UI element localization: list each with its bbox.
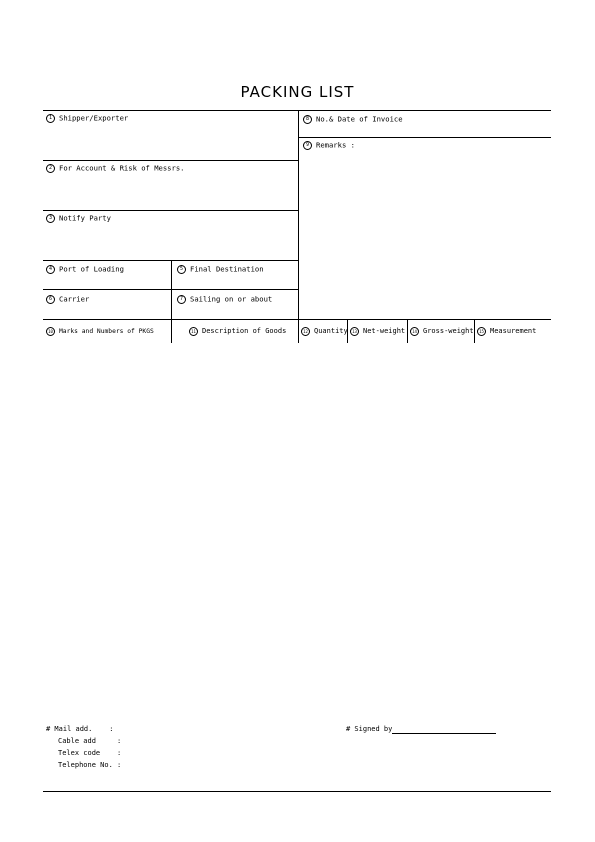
column-header-measurement: 15 Measurement: [477, 327, 536, 337]
port-loading-label: 4 Port of Loading: [46, 264, 124, 274]
signature-line[interactable]: [392, 726, 496, 734]
field-number: 2: [46, 164, 55, 173]
document-title: PACKING LIST: [240, 83, 355, 101]
notify-label: 3 Notify Party: [46, 213, 111, 223]
field-number: 8: [303, 115, 312, 124]
bottom-rule: [43, 791, 551, 792]
divider-main: [298, 110, 299, 343]
carrier-label: 6 Carrier: [46, 294, 89, 304]
column-number: 13: [350, 327, 359, 336]
field-number: 4: [46, 265, 55, 274]
signed-by: [346, 725, 496, 734]
column-number: 15: [477, 327, 486, 336]
field-number: 3: [46, 214, 55, 223]
column-number: 12: [301, 327, 310, 336]
field-number: 7: [177, 295, 186, 304]
column-header-description: 11 Description of Goods: [189, 327, 286, 337]
sailing-label: 7 Sailing on or about: [177, 294, 272, 304]
column-number: 14: [410, 327, 419, 336]
column-header-quantity: 12 Quantity: [301, 327, 348, 337]
cable-address-label: Cable add :: [58, 737, 122, 745]
column-number: 11: [189, 327, 198, 336]
divider-net: [407, 319, 408, 343]
divider-port: [171, 260, 172, 343]
remarks-label: 9 Remarks :: [303, 140, 355, 150]
field-number: 9: [303, 141, 312, 150]
divider-gross: [474, 319, 475, 343]
telephone-label: Telephone No. :: [58, 761, 122, 769]
rule-shipper-bottom: [43, 160, 298, 161]
column-header-gross-weight: 14 Gross-weight: [410, 327, 474, 337]
shipper-label: 1 Shipper/Exporter: [46, 113, 128, 123]
rule-account-bottom: [43, 210, 298, 211]
column-header-net-weight: 13 Net-weight: [350, 327, 405, 337]
final-destination-label: 5 Final Destination: [177, 264, 264, 274]
telex-code-label: Telex code :: [58, 749, 122, 757]
invoice-label: 8 No.& Date of Invoice: [303, 114, 403, 124]
signed-by-label: # Signed by: [346, 725, 393, 733]
field-number: 1: [46, 114, 55, 123]
rule-invoice-bottom: [298, 137, 551, 138]
column-header-marks: 10 Marks and Numbers of PKGS: [46, 327, 154, 337]
top-rule: [43, 110, 551, 111]
mail-address-label: # Mail add. :: [46, 725, 114, 733]
account-label: 2 For Account & Risk of Messrs.: [46, 163, 185, 173]
column-number: 10: [46, 327, 55, 336]
field-number: 6: [46, 295, 55, 304]
field-number: 5: [177, 265, 186, 274]
